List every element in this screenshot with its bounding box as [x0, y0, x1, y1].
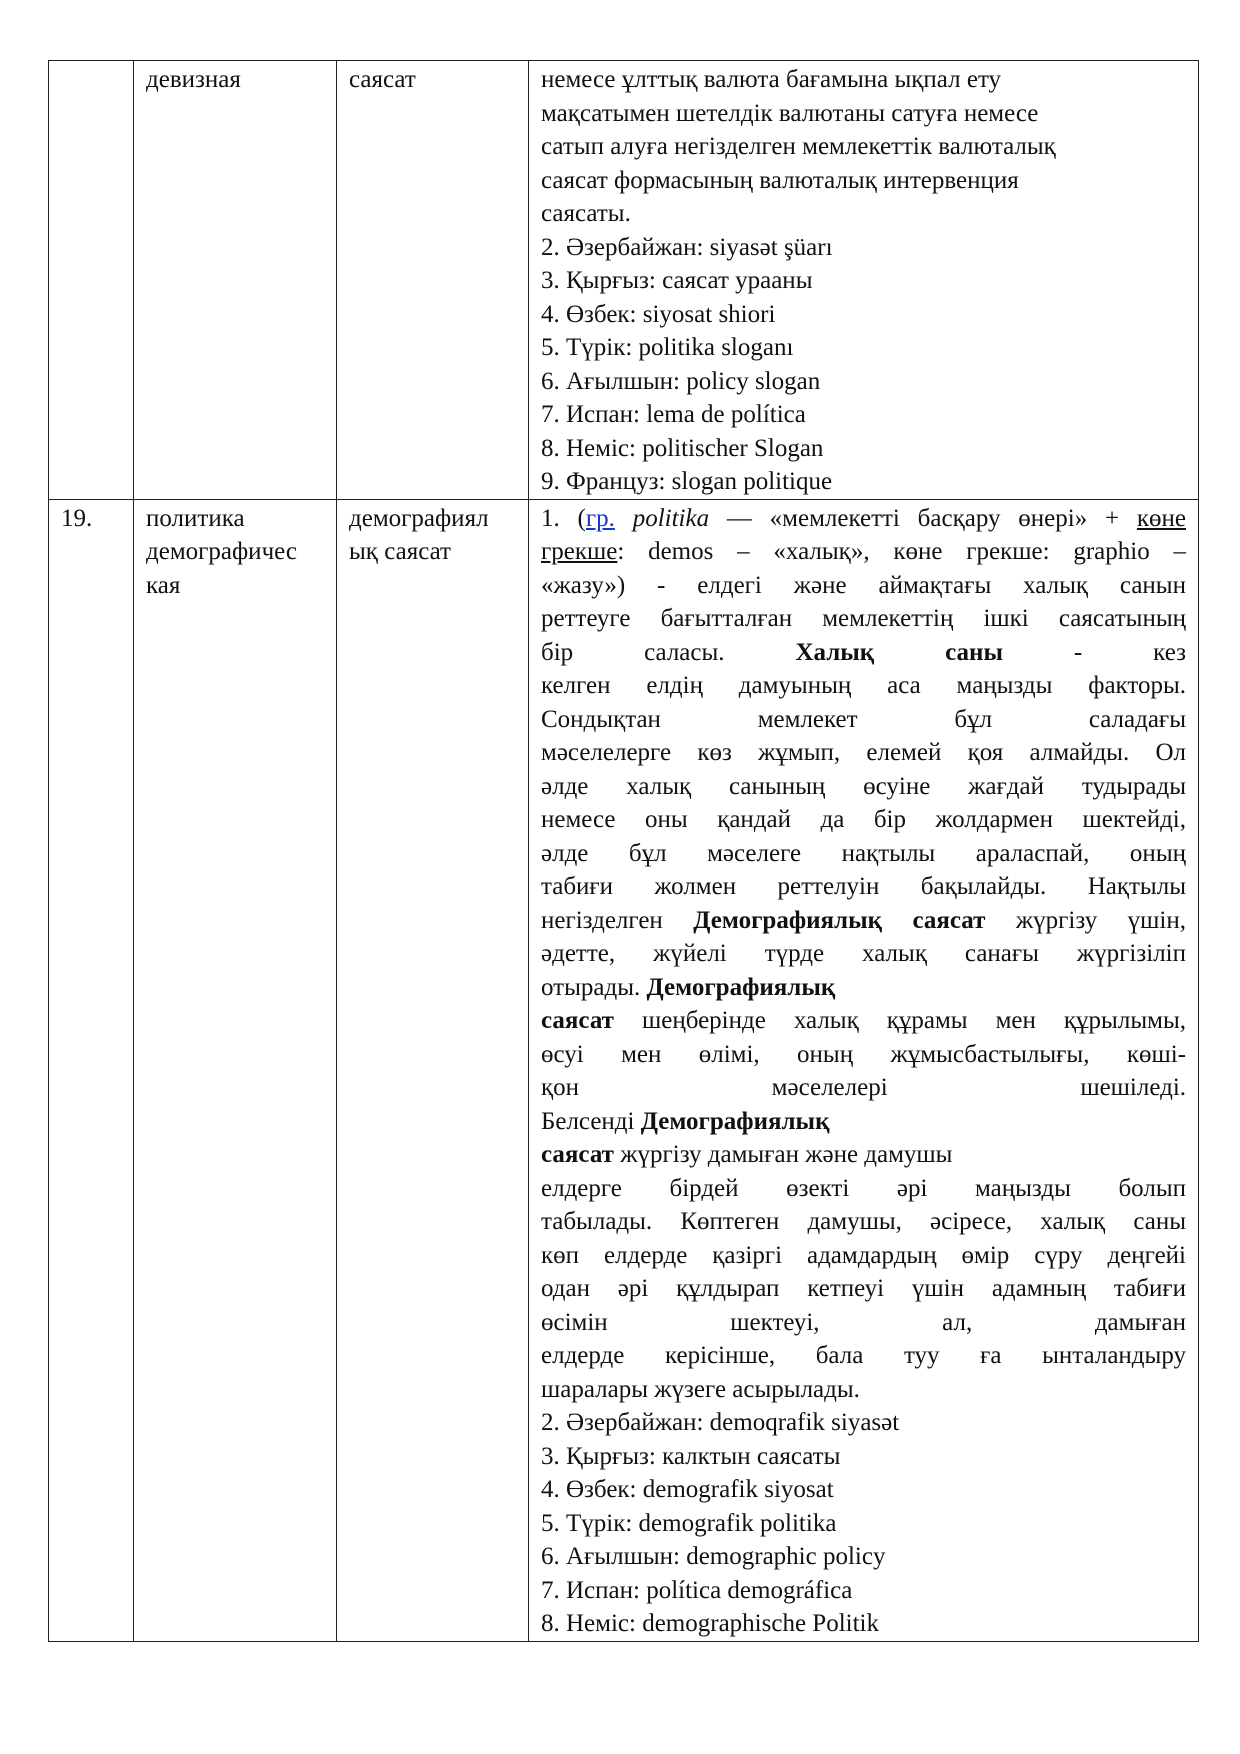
- definition-line: грекше: demos – «халық», көне грекше: graphio –: [541, 538, 1186, 565]
- definition-line: немесе ұлттық валюта бағамына ықпал ету: [541, 66, 1002, 93]
- definition-line: елдерде керісінше, бала туу ға ынталандыру: [541, 1342, 1186, 1369]
- definition-cell: [529, 499, 1199, 1641]
- definition-line: әдетте, жүйелі түрде халық санағы жүргізіліп: [541, 940, 1186, 967]
- definition-line: қон мәселелері шешіледі.: [541, 1074, 1187, 1101]
- term-russian: политика демографичес кая: [134, 499, 337, 1641]
- definition-line: немесе оны қандай да бір жолдармен шектейді,: [541, 806, 1186, 833]
- term-kazakh: демографиял ық саясат: [337, 499, 529, 1641]
- definition-line: «жазу») - елдегі және аймақтағы халық санын: [541, 571, 1186, 599]
- translation-line: 5. Түрік: politika sloganı: [541, 334, 794, 361]
- translation-line: 3. Қырғыз: калктын саясаты: [541, 1442, 841, 1470]
- table-row: [49, 499, 1199, 1641]
- definition-line: саясаты.: [541, 200, 631, 227]
- definition-line: сатып алуға негізделген мемлекеттік валюталық: [541, 133, 1056, 160]
- definition-line: Белсенді Демографиялық: [541, 1107, 830, 1135]
- translation-line: 8. Неміс: demographische Politik: [541, 1610, 879, 1637]
- definition-line: әлде халық санының өсуіне жағдай тудырады: [541, 772, 1186, 800]
- definition-cell: [529, 61, 1199, 500]
- definition-line: отырады. Демографиялық: [541, 973, 836, 1001]
- definition-line: бір саласы. Халық саны - кез: [541, 638, 1186, 666]
- definition-line: өсуі мен өлімі, оның жұмысбастылығы, көші-: [541, 1040, 1186, 1068]
- row-number: 19.: [49, 499, 134, 1641]
- definition-line: шаралары жүзеге асырылады.: [541, 1375, 860, 1403]
- definition-line: табылады. Көптеген дамушы, әсіресе, халық саны: [541, 1208, 1186, 1235]
- translation-line: 4. Өзбек: demografik siyosat: [541, 1476, 834, 1503]
- row-number: [49, 61, 134, 500]
- definition-line: саясат жүргізу дамыған және дамушы: [541, 1141, 953, 1168]
- definition-line: одан әрі құлдырап кетпеуі үшін адамның табиғи: [541, 1275, 1186, 1302]
- translation-line: 6. Ағылшын: demographic policy: [541, 1543, 886, 1570]
- definition-line: 1. (гр. politika — «мемлекетті басқару өнері» + көне: [541, 504, 1187, 532]
- translation-line: 8. Неміс: politischer Slogan: [541, 434, 824, 462]
- definition-line: мәселелерге көз жұмып, елемей қоя алмайды. Ол: [541, 739, 1186, 766]
- translation-line: 2. Әзербайжан: siyasət şüarı: [541, 233, 833, 261]
- definition-line: әлде бұл мәселеге нақтылы араласпай, оның: [541, 839, 1186, 867]
- definition-line: көп елдерде қазіргі адамдардың өмір сүру деңгейі: [541, 1241, 1186, 1269]
- translation-line: 3. Қырғыз: саясат урааны: [541, 267, 813, 294]
- definition-line: табиғи жолмен реттелуін бақылайды. Нақтылы: [541, 873, 1186, 900]
- definition-line: саясат шеңберінде халық құрамы мен құрылымы,: [541, 1007, 1186, 1034]
- definition-line: елдерге бірдей өзекті әрі маңызды болып: [541, 1174, 1186, 1202]
- definition-line: негізделген Демографиялық саясат жүргізу үшін,: [541, 906, 1186, 934]
- definition-line: келген елдің дамуының аса маңызды факторы.: [541, 672, 1186, 699]
- translation-line: 2. Әзербайжан: demoqrafik siyasət: [541, 1409, 900, 1436]
- translation-line: 5. Түрік: demografik politika: [541, 1509, 837, 1537]
- table-row: [49, 61, 1199, 500]
- definition-line: өсімін шектеуі, ал, дамыған: [541, 1308, 1186, 1336]
- definition-line: Сондықтан мемлекет бұл саладағы: [541, 705, 1186, 733]
- translation-line: 6. Ағылшын: policy slogan: [541, 367, 821, 395]
- translation-line: 7. Испан: política demográfica: [541, 1576, 853, 1604]
- definition-line: саясат формасының валюталық интервенция: [541, 166, 1019, 194]
- term-russian: девизная: [134, 61, 337, 500]
- definition-line: реттеуге бағытталған мемлекеттің ішкі саясатының: [541, 605, 1186, 632]
- greek-link[interactable]: гр.: [585, 504, 615, 532]
- translation-line: 9. Француз: slogan politique: [541, 468, 833, 495]
- term-kazakh: саясат: [337, 61, 529, 500]
- definition-line: мақсатымен шетелдік валютаны сатуға немесе: [541, 99, 1039, 127]
- translation-line: 7. Испан: lema de política: [541, 401, 806, 428]
- translation-line: 4. Өзбек: siyosat shiori: [541, 300, 776, 328]
- glossary-table: [48, 60, 1199, 1642]
